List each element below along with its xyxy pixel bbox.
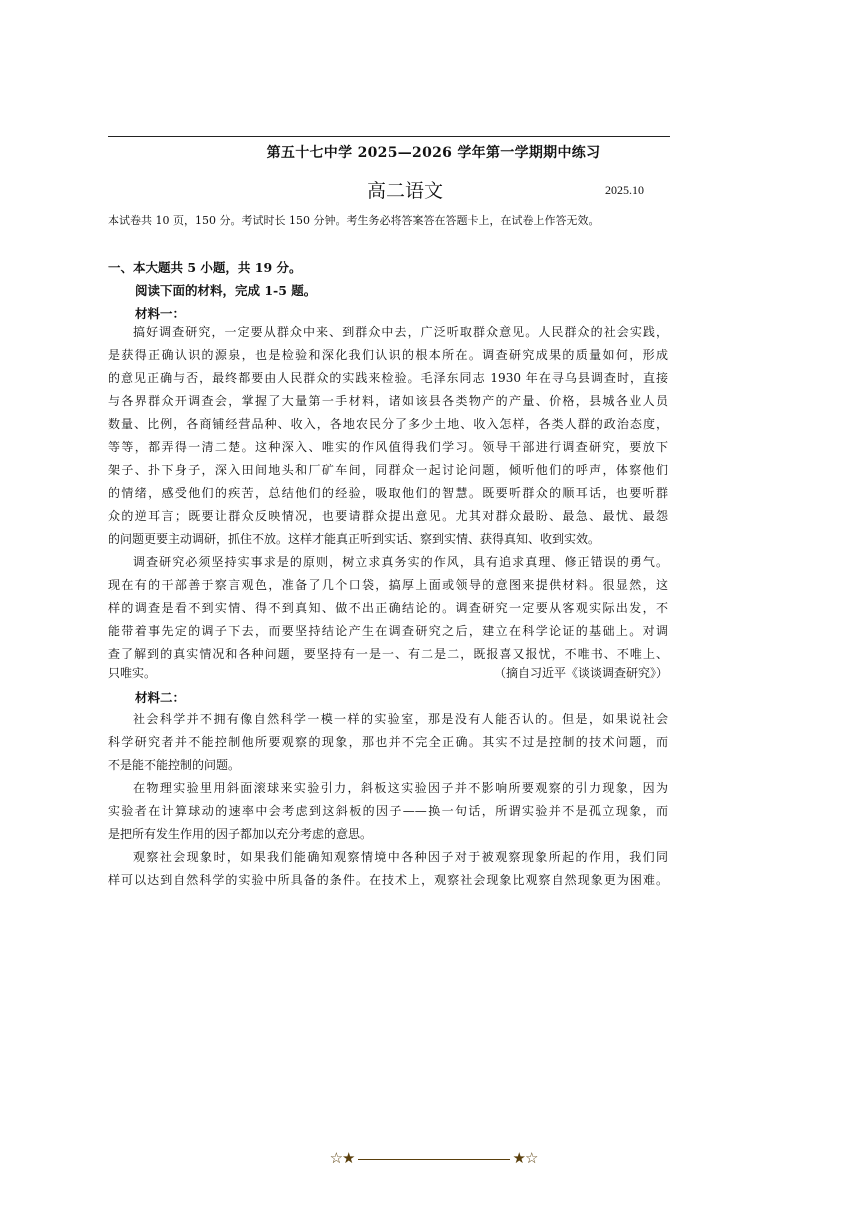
footer-stars-right-icon: ★☆ (512, 1149, 538, 1167)
material-1-paragraph-line: 查了解到的真实情况和各种问题，要坚持有一是一、有二是二，既报喜又报忧，不唯书、不唯上、 (108, 647, 668, 661)
material-1-paragraph-line: 现在有的干部善于察言观色，准备了几个口袋，搞厚上面或领导的意图来提供材料。很显然，这 (108, 578, 668, 592)
footer-divider (358, 1159, 510, 1160)
material-1-paragraph-line: 搞好调查研究，一定要从群众中来、到群众中去，广泛听取群众意见。人民群众的社会实践， (133, 325, 668, 339)
material-1-paragraph-line: 调查研究必须坚持实事求是的原则，树立求真务实的作风，具有追求真理、修正错误的勇气。 (133, 555, 668, 569)
material-1-paragraph-line: 与各界群众开调查会，掌握了大量第一手材料，诸如该县各类物产的产量、价格，县城各业人员 (108, 394, 668, 408)
exam-date: 2025.10 (605, 183, 644, 197)
material-1-paragraph-line: 的意见正确与否，最终都要由人民群众的实践来检验。毛泽东同志 1930 年在寻乌县调查时，直接 (108, 371, 668, 385)
material-1-paragraph-line: 是获得正确认识的源泉，也是检验和深化我们认识的根本所在。调查研究成果的质量如何，形成 (108, 348, 668, 362)
exam-notice: 本试卷共 10 页，150 分。考试时长 150 分钟。考生务必将答案答在答题卡上，在试卷上作答无效。 (108, 214, 600, 227)
material-1-last-line (108, 664, 668, 682)
material-2-paragraph-line: 是把所有发生作用的因子都加以充分考虑的意思。 (108, 827, 373, 841)
footer-stars-left-icon: ☆★ (329, 1149, 355, 1167)
material-1-source: （摘自习近平《谈谈调查研究》） (493, 666, 668, 680)
material-1-paragraph-line: 能带着事先定的调子下去，而要坚持结论产生在调查研究之后，建立在科学论证的基础上。对调 (108, 624, 668, 638)
material-1-line-end: 只唯实。 (108, 666, 157, 680)
material-1-paragraph-line: 的情绪，感受他们的疾苦，总结他们的经验，吸取他们的智慧。既要听群众的顺耳话，也要听群 (108, 486, 668, 500)
material-1-heading: 材料一： (135, 306, 186, 321)
reading-instruction: 阅读下面的材料，完成 1-5 题。 (135, 283, 317, 298)
material-2-paragraph-line: 不是能不能控制的问题。 (108, 758, 241, 772)
material-2-paragraph-line: 实验者在计算球动的速率中会考虑到这斜板的因子——换一句话，所谓实验并不是孤立现象，而 (108, 804, 668, 818)
material-1-paragraph-line: 等等，都弄得一清二楚。这种深入、唯实的作风值得我们学习。领导干部进行调查研究，要放下 (108, 440, 668, 454)
material-1-paragraph-line: 架子、扑下身子，深入田间地头和厂矿车间，同群众一起讨论问题，倾听他们的呼声，体察他们 (108, 463, 668, 477)
material-1-paragraph-line: 众的逆耳言；既要让群众反映情况，也要请群众提出意见。尤其对群众最盼、最急、最忧、最怨 (108, 509, 668, 523)
header-rule (108, 136, 670, 137)
material-1-paragraph-line: 的问题更要主动调研，抓住不放。这样才能真正听到实话、察到实情、获得真知、收到实效。 (108, 532, 601, 546)
section-heading: 一、本大题共 5 小题，共 19 分。 (108, 260, 302, 275)
subject-title: 高二语文 (367, 180, 444, 202)
material-2-paragraph-line: 在物理实验里用斜面滚球来实验引力，斜板这实验因子并不影响所要观察的引力现象，因为 (133, 781, 668, 795)
material-2-paragraph-line: 科学研究者并不能控制他所要观察的现象，那也并不完全正确。其实不过是控制的技术问题，而 (108, 735, 668, 749)
school-exam-title: 第五十七中学 2025—2026 学年第一学期期中练习 (266, 145, 601, 161)
material-1-paragraph-line: 样的调查是看不到实情、得不到真知、做不出正确结论的。调查研究一定要从客观实际出发，不 (108, 601, 668, 615)
material-2-heading: 材料二： (135, 690, 186, 705)
material-2-paragraph-line: 社会科学并不拥有像自然科学一模一样的实验室，那是没有人能否认的。但是，如果说社会 (133, 712, 668, 726)
material-2-paragraph-line: 观察社会现象时，如果我们能确知观察情境中各种因子对于被观察现象所起的作用，我们同 (133, 850, 668, 864)
page-footer-ornament (0, 1149, 867, 1167)
material-2-paragraph-line: 样可以达到自然科学的实验中所具备的条件。在技术上，观察社会现象比观察自然现象更为困难。 (108, 873, 668, 887)
material-1-paragraph-line: 数量、比例，各商铺经营品种、收入，各地农民分了多少土地、收入怎样，各类人群的政治态度， (108, 417, 668, 431)
